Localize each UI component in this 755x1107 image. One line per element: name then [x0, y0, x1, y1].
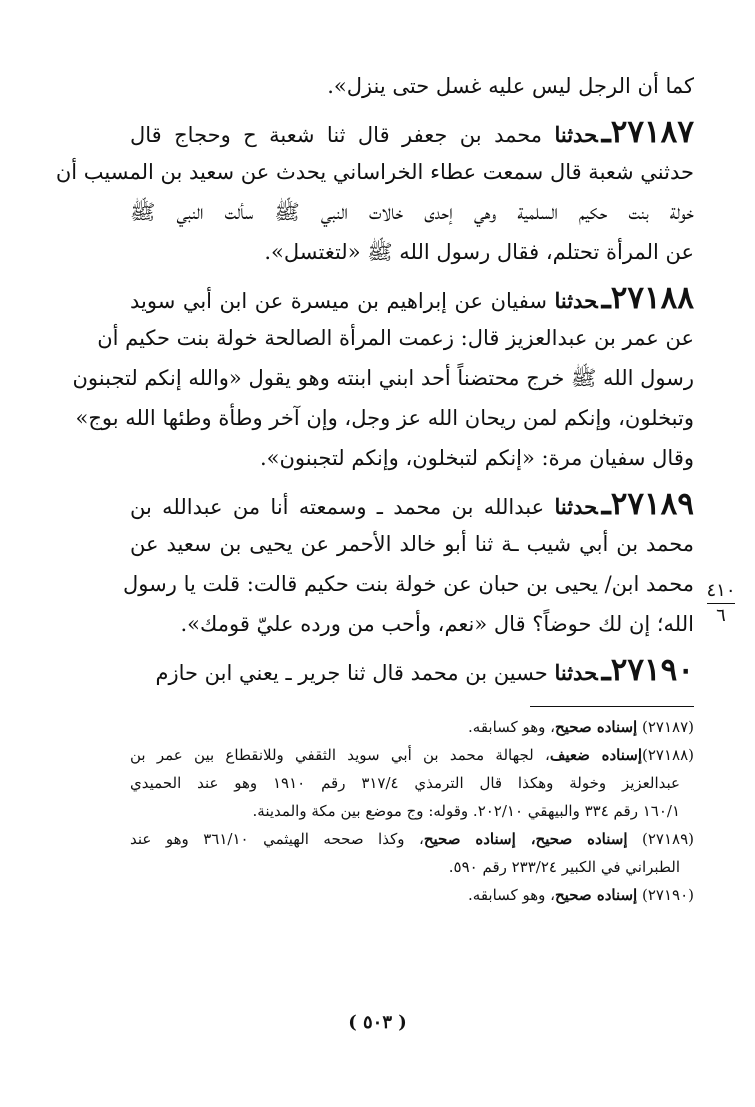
- footnote-number: (٢٧١٨٨): [641, 746, 694, 764]
- line-text: محمد ابن/ يحيى بن حبان عن خولة بنت حكيم قالت: قلت يا رسول: [123, 572, 694, 596]
- hadith-number: ٢٧١٨٧ـ: [601, 114, 694, 150]
- hadith-label: حدثنا: [554, 288, 598, 313]
- line-text: رسول الله ﷺ خرج محتضناً أحد ابني ابنته وهو يقول «والله إنكم لتجبنون: [72, 366, 694, 390]
- footnote-text: ١٦٠/١ رقم ٣٣٤ والبيهقي ٢٠٢/١٠. وقوله: وج موضع بين مكة والمدينة.: [252, 802, 680, 820]
- hadith-label: حدثنا: [554, 660, 598, 685]
- line-text: وقال سفيان مرة: «إنكم لتبخلون، وإنكم لتجبنون».: [259, 446, 694, 470]
- margin-part: ٦: [716, 605, 726, 626]
- hadith-number: ٢٧١٨٨ـ: [601, 280, 694, 316]
- line-text: وتبخلون، وإنكم لمن ريحان الله عز وجل، وإن آخر وطأة وطئها الله بوج»: [75, 406, 694, 430]
- line-text: محمد بن جعفر قال ثنا شعبة ح وحجاج قال: [130, 123, 555, 147]
- line-text: عن عمر بن عبدالعزيز قال: زعمت المرأة الصالحة خولة بنت حكيم أن: [97, 326, 694, 350]
- footnote-text: ، وكذا صححه الهيثمي ٣٦١/١٠ وهو عند: [130, 830, 424, 848]
- line-text: خولة بنت حكيم السلمية وهي إحدى خالات النبي ﷺ سألت النبي ﷺ: [130, 200, 694, 224]
- footnote-line: [130, 741, 694, 769]
- hadith-number: ٢٧١٨٩ـ: [601, 486, 694, 522]
- text-line: [75, 398, 694, 438]
- line-text: عبدالله بن محمد ـ وسمعته أنا من عبدالله بن: [130, 495, 555, 519]
- page-number: ( ٥٠٣ ): [348, 1012, 407, 1033]
- footnote-text: ، لجهالة محمد بن أبي سويد الثقفي وللانقطاع بين عمر بن: [130, 746, 550, 764]
- footnote-line: [130, 769, 694, 797]
- footnote-line: [130, 797, 694, 825]
- hadith-heading-line: [130, 112, 694, 152]
- line-text: الله؛ إن لك حوضاً؟ قال «نعم، وأحب من ورده عليّ قومك».: [180, 612, 694, 636]
- footnote-grade: إسناده ضعيف: [549, 746, 642, 764]
- hadith-number: ٢٧١٩٠ـ: [601, 652, 694, 688]
- line-text: محمد بن أبي شيب ـة ثنا أبو خالد الأحمر عن يحيى بن سعيد عن: [130, 532, 694, 556]
- footnote-line: [130, 881, 694, 909]
- margin-divider: [707, 603, 735, 604]
- footnote-number: (٢٧١٩٠): [637, 886, 694, 904]
- footnote-line: [130, 853, 694, 881]
- footnote-grade: إسناده صحيح: [554, 886, 638, 904]
- hadith-heading-line: [130, 484, 694, 524]
- text-line: [123, 564, 694, 604]
- text-line: [97, 318, 694, 358]
- footnote-separator: [530, 706, 694, 707]
- text-line: [130, 232, 694, 272]
- footnote-grade: إسناده صحيح، إسناده صحيح: [423, 830, 628, 848]
- footnote-line: [130, 825, 694, 853]
- text-line: [130, 438, 694, 478]
- hadith-heading-line: [130, 278, 694, 318]
- text-line: [130, 66, 694, 106]
- hadith-label: حدثنا: [554, 122, 598, 147]
- line-text: حدثني شعبة قال سمعت عطاء الخراساني يحدث عن سعيد بن المسيب أن: [55, 160, 694, 184]
- hadith-heading-line: [130, 650, 694, 690]
- margin-volume-page: ٤١٠: [706, 580, 736, 601]
- text-line: [130, 192, 694, 232]
- main-text: [55, 66, 694, 690]
- footnote-text: ، وهو كسابقه.: [468, 886, 555, 904]
- line-text: عن المرأة تحتلم، فقال رسول الله ﷺ «لتغتسل».: [264, 240, 694, 264]
- footnote-number: (٢٧١٨٧): [637, 718, 694, 736]
- text-line: [130, 524, 694, 564]
- text-line: [72, 358, 694, 398]
- margin-reference: [701, 580, 741, 627]
- footnote-text: الطبراني في الكبير ٢٣٣/٢٤ رقم ٥٩٠.: [448, 858, 680, 876]
- footnote-text: عبدالعزيز وخولة وهكذا قال الترمذي ٣١٧/٤ رقم ١٩١٠ وهو عند الحميدي: [130, 774, 681, 792]
- footnote-grade: إسناده صحيح: [554, 718, 638, 736]
- footnote-text: ، وهو كسابقه.: [468, 718, 555, 736]
- text-line: [55, 152, 694, 192]
- footnote-number: (٢٧١٨٩): [627, 830, 694, 848]
- line-text: سفيان عن إبراهيم بن ميسرة عن ابن أبي سويد: [130, 289, 555, 313]
- line-text: كما أن الرجل ليس عليه غسل حتى ينزل».: [327, 74, 694, 98]
- footnote-line: [130, 713, 694, 741]
- hadith-label: حدثنا: [554, 494, 598, 519]
- footnotes: [130, 713, 694, 909]
- line-text: حسين بن محمد قال ثنا جرير ـ يعني ابن حازم: [155, 661, 555, 685]
- text-line: [130, 604, 694, 644]
